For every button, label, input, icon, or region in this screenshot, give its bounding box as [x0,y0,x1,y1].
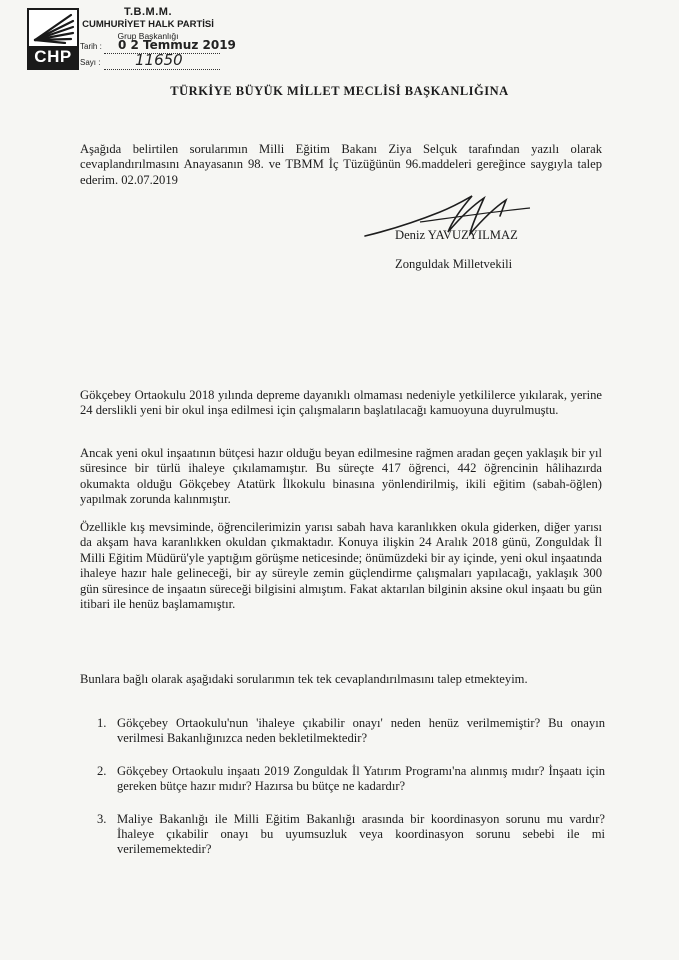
chp-logo [27,8,79,70]
question-text: Maliye Bakanlığı ile Milli Eğitim Bakanlığı arasında bir koordinasyon sorunu mu vardır? İhaleye çıkabilir onayı bu uyumsuzluk veya koordinasyon sorunu sebebi ile mi verilememektedir? [117,811,605,857]
question-number: 2. [97,763,107,778]
org-group: Grup Başkanlığı [117,31,179,41]
date-stamp: 0 2 Temmuz 2019 [118,38,236,52]
number-handwritten: 11650 [135,51,183,69]
date-row [80,42,102,51]
date-label: Tarih : [80,42,102,51]
org-tbmm: T.B.M.M. [124,6,172,18]
question-number: 1. [97,716,107,730]
logo-text: CHP [29,46,77,68]
org-party-name: CUMHURİYET HALK PARTİSİ [82,19,214,30]
question-item [80,812,605,858]
signatory-name: Deniz YAVUZYILMAZ [395,228,518,242]
question-item [80,764,605,795]
signatory-title: Zonguldak Milletvekili [395,257,513,271]
questions-intro: Bunlara bağlı olarak aşağıdaki sorularımın tek tek cevaplandırılmasını talep etmekteyim. [80,672,528,686]
intro-paragraph: Aşağıda belirtilen sorularımın Milli Eğitim Bakanı Ziya Selçuk tarafından yazılı olarak cevaplandırılmasını Anayasanın 98. ve TBMM İç Tüzüğünün 96.maddeleri gereğince saygıyla talep ederim. 02.07.2019 [80,142,602,187]
question-text: Gökçebey Ortaokulu inşaatı 2019 Zonguldak İl Yatırım Programı'na alınmış mıdır? İnşaatı için gereken bütçe hazır mıdır? Hazırsa bu bütçe ne kadardır? [117,763,605,794]
question-number: 3. [97,811,107,826]
document-title: TÜRKİYE BÜYÜK MİLLET MECLİSİ BAŞKANLIĞINA [170,84,509,98]
question-text: Gökçebey Ortaokulu'nun 'ihaleye çıkabilir onayı' neden henüz verilmemiştir? Bu onayın verilmesi Bakanlığınızca neden bekletilmektedir? [117,716,605,746]
number-row [80,58,102,67]
body-paragraph-3: Özellikle kış mevsiminde, öğrencilerimizin yarısı sabah hava karanlıkken okula giderken, diğer yarısı da akşam hava karanlıkken okuldan çıkmaktadır. Konuya ilişkin 24 Aralık 2018 günü, Zonguldak İl Milli Eğitim Müdürü'yle yaptığım görüşme neticesinde; önümüzdeki bir ay içinde, yeni okul inşaatında ihaleye hazır hale gelineceği, bir ay süreyle zemin güçlendirme çalışmaları yapılacağı, yaklaşık 300 gün süresince de inşaatın süreceği bilgisini almıştım. Fakat aktarılan bilginin aksine okul inşaatı bu gün itibari ile henüz başlamamıştır. [80,520,602,612]
six-arrows-emblem-icon [31,12,75,44]
questions-list [80,716,605,858]
question-item [80,716,605,747]
number-label: Sayı : [80,58,101,67]
body-paragraph-2: Ancak yeni okul inşaatının bütçesi hazır olduğu beyan edilmesine rağmen aradan geçen yaklaşık bir yıl süresince bir türlü ihaleye çıkılamamıştır. Bu süreçte 417 öğrenci, 442 öğrencinin hâlihazırda okumakta olduğu Gökçebey Atatürk İlkokulu binasına yönlendirilmiş, ikili eğitim (sabah-öğlen) yapılmak zorunda kalınmıştır. [80,446,602,507]
organization-block [78,6,218,41]
body-paragraph-1: Gökçebey Ortaokulu 2018 yılında depreme dayanıklı olmaması nedeniyle yetkililerce yıkılarak, yerine 24 derslikli yeni bir okul inşa edilmesi için çalışmaların başlatılacağı kamuoyuna duyrulmuştu. [80,388,602,418]
